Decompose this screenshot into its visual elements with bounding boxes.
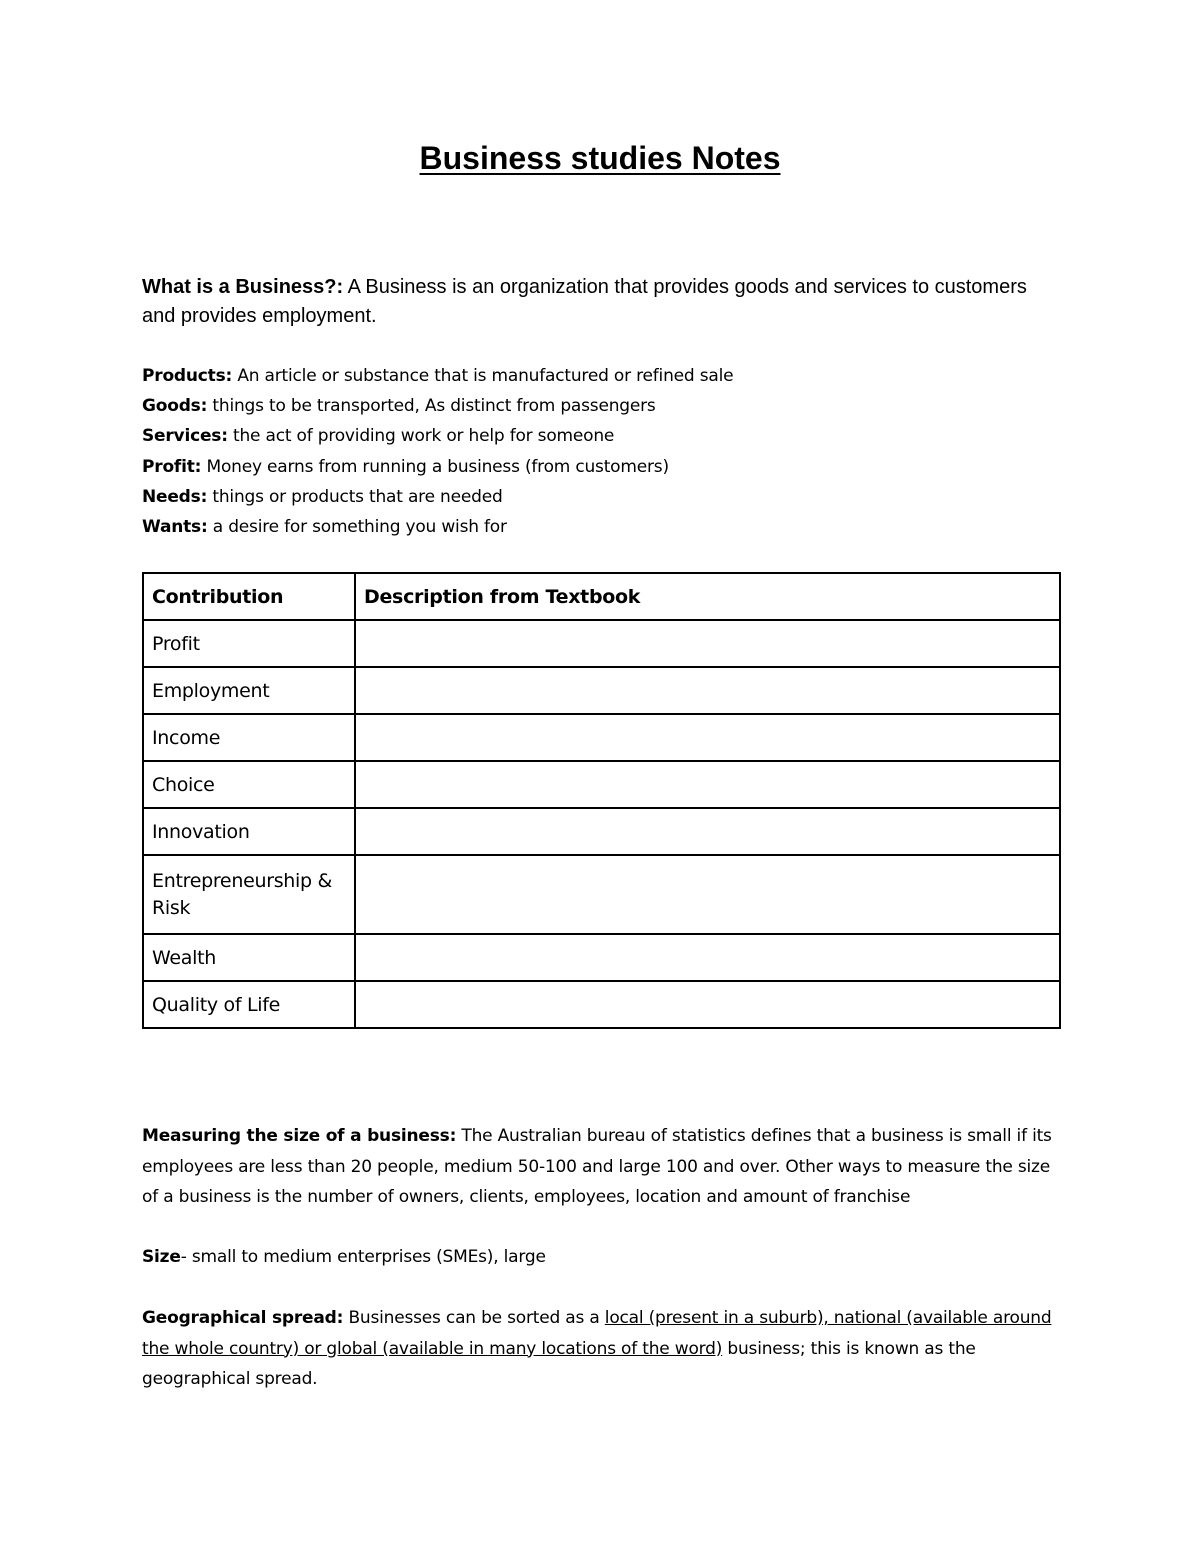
description-cell (355, 761, 1060, 808)
column-header-description: Description from Textbook (355, 573, 1060, 620)
contribution-cell: Innovation (143, 808, 355, 855)
definition-text: a desire for something you wish for (207, 517, 507, 538)
description-cell (355, 808, 1060, 855)
table-row (143, 761, 1060, 808)
definition-item (142, 452, 1062, 482)
definition-term: Products: (142, 366, 233, 386)
contribution-cell: Profit (143, 620, 355, 667)
contribution-cell: Income (143, 714, 355, 761)
definition-term: Needs: (142, 486, 208, 507)
contribution-cell: Wealth (143, 934, 355, 981)
measuring-size-paragraph (142, 1121, 1062, 1213)
measuring-size-text: The Australian bureau of statistics defines that a business is small if its employees are less than 20 people, medium 50-100 and large 100 and over. Other ways to measure the size of a business is the number of owners, clients, employees, location and amount of franchise (142, 1126, 1052, 1207)
table-header-row (143, 573, 1060, 620)
contribution-cell: Employment (143, 667, 355, 714)
definition-term: Profit: (142, 456, 202, 477)
definition-text: Money earns from running a business (from customers) (201, 456, 669, 477)
table-row (143, 981, 1060, 1028)
business-definition-label: What is a Business?: (142, 276, 344, 298)
definition-text: things or products that are needed (207, 486, 503, 507)
table-row (143, 667, 1060, 714)
measuring-size-label: Measuring the size of a business: (142, 1126, 457, 1146)
contribution-table (142, 572, 1061, 1029)
geographical-spread-label: Geographical spread: (142, 1308, 344, 1328)
business-definition-text: A Business is an organization that provides goods and services to customers and provides employment. (142, 276, 1027, 327)
table-row (143, 714, 1060, 761)
size-text: - small to medium enterprises (SMEs), large (180, 1247, 546, 1267)
page-title: Business studies Notes (419, 140, 781, 176)
geographical-spread-underlined: local (present in a suburb), national (available around the whole country) or global (available in many locations of the word) (142, 1308, 1052, 1359)
definition-term: Goods: (142, 396, 208, 417)
geographical-spread-paragraph (142, 1303, 1062, 1395)
definition-term: Wants: (142, 517, 208, 538)
description-cell (355, 934, 1060, 981)
table-row (143, 808, 1060, 855)
description-cell (355, 667, 1060, 714)
definition-term: Services: (142, 426, 228, 447)
contribution-cell: Entrepreneurship & Risk (143, 855, 355, 934)
definition-item (142, 482, 1062, 512)
definitions-list (142, 361, 1062, 542)
column-header-contribution: Contribution (143, 573, 355, 620)
contribution-cell: Quality of Life (143, 981, 355, 1028)
size-label: Size (142, 1247, 181, 1267)
table-row (143, 934, 1060, 981)
geographical-spread-text-end: business; this is known as the geographical spread. (142, 1338, 976, 1389)
table-row (143, 855, 1060, 934)
description-cell (355, 855, 1060, 934)
definition-text: things to be transported, As distinct from passengers (207, 396, 656, 417)
definition-item (142, 421, 1062, 451)
business-definition (142, 273, 1042, 331)
definition-item (142, 512, 1062, 542)
description-cell (355, 714, 1060, 761)
definition-item (142, 361, 1062, 391)
table-row (143, 620, 1060, 667)
contribution-cell: Choice (143, 761, 355, 808)
definition-text: An article or substance that is manufactured or refined sale (232, 366, 734, 386)
description-cell (355, 620, 1060, 667)
geographical-spread-text: Businesses can be sorted as a (343, 1308, 605, 1328)
size-paragraph (142, 1242, 1062, 1273)
description-cell (355, 981, 1060, 1028)
definition-text: the act of providing work or help for someone (227, 426, 615, 447)
definition-item (142, 391, 1062, 421)
